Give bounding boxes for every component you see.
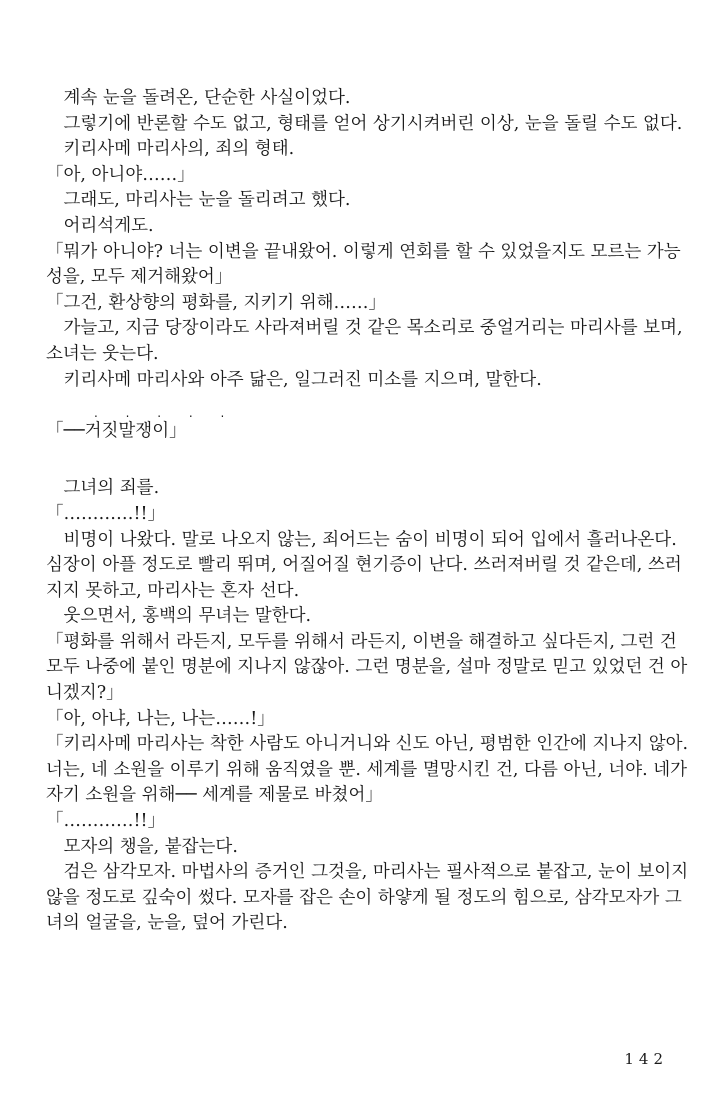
body-text <box>46 86 692 937</box>
emphasized-dialogue-line: 「──거짓말쟁이」 <box>46 421 187 442</box>
paragraph: 웃으면서, 홍백의 무녀는 말한다. <box>63 606 312 627</box>
paragraph: 가늘고, 지금 당장이라도 사라져버릴 것 같은 목소리로 중얼거리는 마리사를 보며, 소녀는 웃는다. <box>46 318 683 364</box>
paragraph: 그렇기에 반론할 수도 없고, 형태를 얻어 상기시켜버린 이상, 눈을 돌릴 수도 없다. <box>63 113 683 134</box>
dialogue-line: 「뭐가 아니야? 너는 이변을 끝내왔어. 이렇게 연회를 할 수 있었을지도 모르는 가능성을, 모두 제거해왔어」 <box>46 241 681 288</box>
dialogue-line: 「…………!!」 <box>46 811 166 832</box>
dialogue-line: 「아, 아니야……」 <box>46 164 195 185</box>
dialogue-line: 「…………!!」 <box>46 503 166 524</box>
paragraph: 그래도, 마리사는 눈을 돌리려고 했다. <box>63 190 351 211</box>
paragraph: 키리사메 마리사의, 죄의 형태. <box>63 139 295 160</box>
paragraph: 검은 삼각모자. 마법사의 증거인 그것을, 마리사는 필사적으로 붙잡고, 눈이 보이지 않을 정도로 깊숙이 썼다. 모자를 잡은 손이 하얗게 될 정도의 힘으로, 삼각모자가 그녀의 얼굴을, 눈을, 덮어 가린다. <box>46 862 689 934</box>
paragraph: 키리사메 마리사와 아주 닮은, 일그러진 미소를 지으며, 말한다. <box>63 369 542 390</box>
paragraph: 계속 눈을 돌려온, 단순한 사실이었다. <box>63 88 351 108</box>
dialogue-line: 「그건, 환상향의 평화를, 지키기 위해……」 <box>46 292 387 313</box>
page-number: 142 <box>624 1050 668 1068</box>
dialogue-line: 「평화를 위해서 라든지, 모두를 위해서 라든지, 이변을 해결하고 싶다든지, 그런 건 모두 나중에 붙인 명분에 지나지 않잖아. 그런 명분을, 설마 정말로 믿고 있었던 건 아니겠지?」 <box>46 631 688 704</box>
dialogue-line: 「아, 아냐, 나는, 나는……!」 <box>46 708 275 729</box>
paragraph: 비명이 나왔다. 말로 나오지 않는, 죄어드는 숨이 비명이 되어 입에서 흘러나온다. 심장이 아플 정도로 빨리 뛰며, 어질어질 현기증이 난다. 쓰러져버릴 것 같은데, 쓰러지지 못하고, 마리사는 혼자 선다. <box>46 529 682 601</box>
paragraph: 어리석게도. <box>63 215 154 236</box>
paragraph: 모자의 챙을, 붙잡는다. <box>63 836 238 857</box>
paragraph: 그녀의 죄를. <box>63 478 160 499</box>
emphasis-dots: . . . . . <box>94 406 237 421</box>
dialogue-line: 「키리사메 마리사는 착한 사람도 아니거니와 신도 아닌, 평범한 인간에 지나지 않아. 너는, 네 소원을 이루기 위해 움직였을 뿐. 세계를 멸망시킨 건, 다름 아닌, 너야. 네가 자기 소원을 위해── 세계를 제물로 바쳤어」 <box>46 734 689 806</box>
